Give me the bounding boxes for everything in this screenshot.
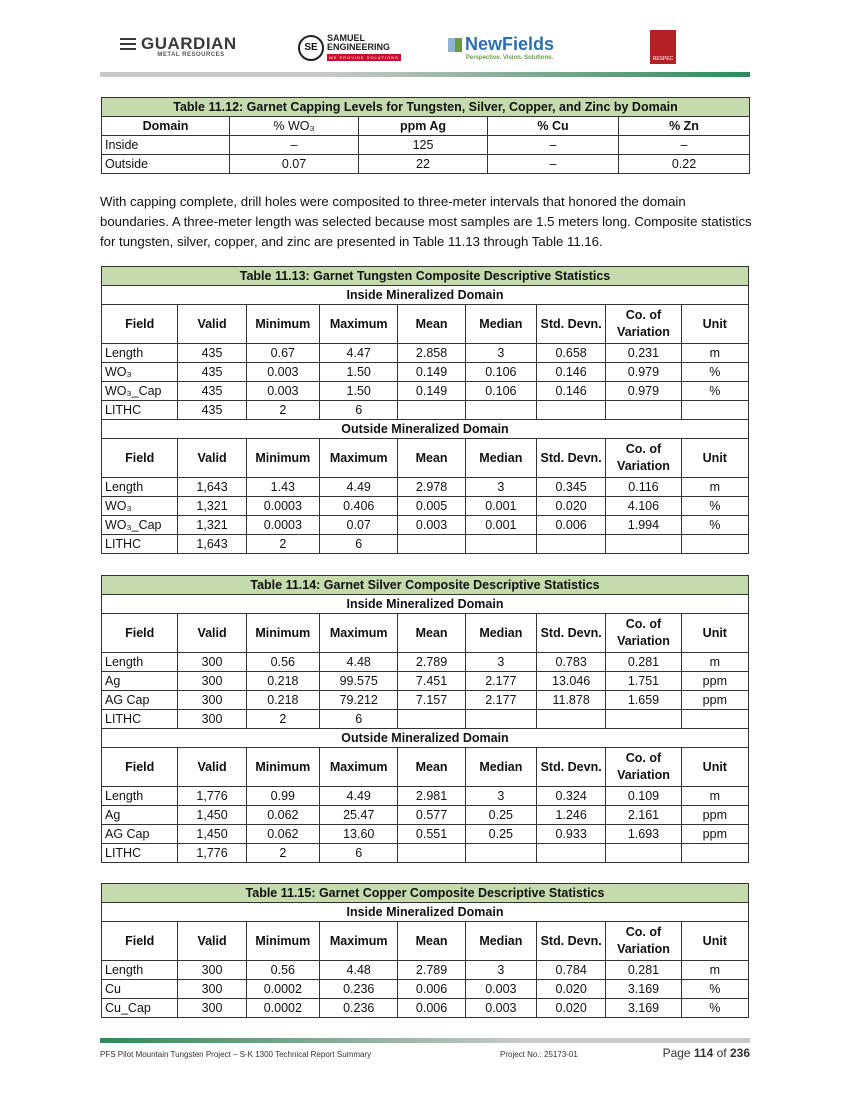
table-cell: 1.50 xyxy=(320,363,398,382)
table-cell: 0.106 xyxy=(465,382,536,401)
table-cell: 0.658 xyxy=(536,344,605,363)
table-row xyxy=(102,825,749,844)
table-cell: 0.218 xyxy=(246,691,319,710)
table-cell: 2 xyxy=(246,844,319,863)
table-cell: 300 xyxy=(178,710,246,729)
column-header: Valid xyxy=(178,922,246,961)
table-cell: 13.60 xyxy=(320,825,398,844)
table-cell: 0.106 xyxy=(465,363,536,382)
table-cell: 11.878 xyxy=(537,691,606,710)
respec-logo: RESPEC xyxy=(650,30,676,64)
table-cell: 300 xyxy=(178,961,246,980)
table-row xyxy=(102,401,749,420)
table-row xyxy=(102,155,750,174)
table-cell xyxy=(536,535,605,554)
guardian-name: GUARDIAN xyxy=(141,34,237,53)
table-cell: AG Cap xyxy=(102,691,178,710)
table-cell: 0.406 xyxy=(320,497,398,516)
table-cell: Outside xyxy=(102,155,230,174)
table-cell: 1,776 xyxy=(178,844,246,863)
table-cell: Length xyxy=(102,653,178,672)
table-row xyxy=(102,961,749,980)
table-cell: m xyxy=(681,653,748,672)
table-cell: WO₃ xyxy=(102,363,178,382)
table-row xyxy=(102,806,749,825)
samuel-line1: SAMUEL xyxy=(327,33,365,43)
column-header: Valid xyxy=(178,748,246,787)
column-header: Unit xyxy=(681,614,748,653)
column-header: Std. Devn. xyxy=(536,439,605,478)
table-cell: 2 xyxy=(246,710,319,729)
column-header: Field xyxy=(102,439,178,478)
column-header: Mean xyxy=(398,614,465,653)
table-cell: Inside xyxy=(102,136,230,155)
column-header: Maximum xyxy=(320,305,398,344)
column-header: Co. of Variation xyxy=(606,922,681,961)
column-header: Unit xyxy=(681,748,748,787)
table-cell: 3 xyxy=(465,478,536,497)
table-cell xyxy=(465,535,536,554)
table-cell: 2.161 xyxy=(606,806,681,825)
column-header: % Cu xyxy=(488,117,619,136)
table-cell: 4.48 xyxy=(320,961,398,980)
table-cell xyxy=(398,401,465,420)
column-header: Std. Devn. xyxy=(536,305,605,344)
table-cell: 0.149 xyxy=(398,363,465,382)
column-header: Co. of Variation xyxy=(606,305,681,344)
table-cell: % xyxy=(681,497,748,516)
table-cell: 6 xyxy=(320,844,398,863)
table-row xyxy=(102,672,749,691)
table-cell: 1.994 xyxy=(606,516,681,535)
table-cell: 0.67 xyxy=(246,344,319,363)
header-row xyxy=(102,614,749,653)
table-cell: 0.25 xyxy=(465,825,536,844)
table-row xyxy=(102,844,749,863)
column-header: Mean xyxy=(398,305,465,344)
domain-subheader: Outside Mineralized Domain xyxy=(102,420,749,439)
table-cell: 0.146 xyxy=(536,382,605,401)
column-header: Maximum xyxy=(320,748,398,787)
samuel-engineering-logo xyxy=(298,34,401,61)
table-cell: 3 xyxy=(465,787,536,806)
table-cell: 435 xyxy=(178,363,246,382)
table-cell: 1,321 xyxy=(178,497,246,516)
domain-subheader: Inside Mineralized Domain xyxy=(102,595,749,614)
table-cell: 99.575 xyxy=(320,672,398,691)
table-cell: 0.109 xyxy=(606,787,681,806)
table-row xyxy=(102,497,749,516)
table-cell: 3 xyxy=(465,961,536,980)
table-cell: Length xyxy=(102,961,178,980)
samuel-line2: ENGINEERING xyxy=(327,42,391,52)
table-11-15 xyxy=(101,883,749,1018)
column-header: Minimum xyxy=(246,305,319,344)
table-cell: 1,450 xyxy=(178,825,246,844)
column-header: Valid xyxy=(178,305,246,344)
column-header: Median xyxy=(465,614,536,653)
table-cell: 2 xyxy=(246,535,319,554)
table-cell: 6 xyxy=(320,535,398,554)
table-cell: 0.146 xyxy=(536,363,605,382)
table-cell: 13.046 xyxy=(537,672,606,691)
column-header: Unit xyxy=(681,922,748,961)
table-cell: – xyxy=(230,136,359,155)
table-cell xyxy=(606,535,681,554)
column-header: Median xyxy=(465,439,536,478)
column-header: Unit xyxy=(681,305,748,344)
table-11-13 xyxy=(101,266,749,554)
table-cell: % xyxy=(681,382,748,401)
table-cell: 300 xyxy=(178,691,246,710)
table-cell: 3 xyxy=(465,344,536,363)
table-cell: 6 xyxy=(320,710,398,729)
column-header: % Zn xyxy=(619,117,750,136)
page-prefix: Page xyxy=(662,1046,694,1060)
column-header: Median xyxy=(465,305,536,344)
table-cell: Cu_Cap xyxy=(102,999,178,1018)
table-cell: LITHC xyxy=(102,401,178,420)
table-cell xyxy=(537,844,606,863)
table-cell xyxy=(681,535,748,554)
column-header: Minimum xyxy=(246,439,319,478)
table-cell: Length xyxy=(102,478,178,497)
column-header: Maximum xyxy=(320,922,398,961)
table-cell: AG Cap xyxy=(102,825,178,844)
table-cell: 1,643 xyxy=(178,478,246,497)
table-cell: 0.020 xyxy=(536,497,605,516)
table-cell: 2.789 xyxy=(398,653,465,672)
table-cell: 300 xyxy=(178,999,246,1018)
page-header xyxy=(100,30,750,75)
table-row xyxy=(102,691,749,710)
table-cell xyxy=(606,710,681,729)
table-cell: 0.062 xyxy=(246,825,319,844)
column-header: Minimum xyxy=(246,748,319,787)
table-cell: 0.218 xyxy=(246,672,319,691)
table-row xyxy=(102,980,749,999)
table-cell: Ag xyxy=(102,672,178,691)
table-cell: LITHC xyxy=(102,710,178,729)
page-current: 114 xyxy=(693,1046,714,1060)
table-cell: 435 xyxy=(178,382,246,401)
table-cell: 0.281 xyxy=(606,961,681,980)
column-header: Std. Devn. xyxy=(537,748,606,787)
header-rule xyxy=(100,72,750,77)
header-row xyxy=(102,922,749,961)
table-cell: 0.577 xyxy=(398,806,465,825)
table-cell: 6 xyxy=(320,401,398,420)
column-header: Median xyxy=(465,748,536,787)
table-cell: 435 xyxy=(178,401,246,420)
table-cell: 0.0003 xyxy=(246,516,319,535)
table-cell: m xyxy=(681,787,748,806)
table-cell: 1,450 xyxy=(178,806,246,825)
newfields-tagline: Perspective. Vision. Solutions. xyxy=(465,55,554,61)
column-header: Maximum xyxy=(320,439,398,478)
table-cell: 1,776 xyxy=(178,787,246,806)
table-row xyxy=(102,516,749,535)
table-cell: m xyxy=(681,344,748,363)
table-cell: m xyxy=(681,961,748,980)
table-cell: 4.49 xyxy=(320,478,398,497)
table-row xyxy=(102,478,749,497)
table-11-14 xyxy=(101,575,749,863)
table-cell: 1.50 xyxy=(320,382,398,401)
table-cell: 3 xyxy=(465,653,536,672)
table-row xyxy=(102,710,749,729)
table-cell xyxy=(681,710,748,729)
column-header: Std. Devn. xyxy=(537,614,606,653)
table-cell: 0.003 xyxy=(465,980,536,999)
column-header: Mean xyxy=(398,922,465,961)
table-cell: 0.979 xyxy=(606,363,681,382)
table-cell: 0.116 xyxy=(606,478,681,497)
domain-subheader: Inside Mineralized Domain xyxy=(102,903,749,922)
samuel-tagline: WE PROVIDE SOLUTIONS xyxy=(329,55,399,60)
table-cell: 0.003 xyxy=(246,382,319,401)
table-cell xyxy=(606,401,681,420)
column-header: Maximum xyxy=(320,614,398,653)
newfields-square-icon xyxy=(448,38,462,52)
column-header: Field xyxy=(102,748,178,787)
table-cell: 0.006 xyxy=(398,999,465,1018)
page-of: of xyxy=(713,1046,730,1060)
table-row xyxy=(102,535,749,554)
table-cell: ppm xyxy=(681,691,748,710)
table-cell: ppm xyxy=(681,672,748,691)
table-cell xyxy=(398,535,465,554)
table-cell: 1.659 xyxy=(606,691,681,710)
table-cell: 0.783 xyxy=(537,653,606,672)
table-row xyxy=(102,363,749,382)
page-number xyxy=(663,1046,750,1060)
table-cell: 0.149 xyxy=(398,382,465,401)
column-header: Co. of Variation xyxy=(606,748,681,787)
body-paragraph: With capping complete, drill holes were composited to three-meter intervals that honored the domain boundaries. A three-meter length was selected because most samples are 1.5 meters long. Composite statistics for tungsten, silver, copper, and zinc are presented in Table 11.13 through Table 11.16. xyxy=(100,194,752,249)
column-header: Unit xyxy=(681,439,748,478)
table-cell: 0.005 xyxy=(398,497,465,516)
table-cell: % xyxy=(681,999,748,1018)
column-header: Mean xyxy=(398,748,465,787)
table-cell: 0.001 xyxy=(465,516,536,535)
header-row xyxy=(102,305,749,344)
table-cell: % xyxy=(681,363,748,382)
table-cell: 0.56 xyxy=(246,653,319,672)
table-cell: 3.169 xyxy=(606,980,681,999)
table-cell: 0.99 xyxy=(246,787,319,806)
table-cell: 0.551 xyxy=(398,825,465,844)
footer-report-title: PFS Pilot Mountain Tungsten Project – S-K 1300 Technical Report Summary xyxy=(100,1050,372,1059)
table-cell: 1,321 xyxy=(178,516,246,535)
table-cell: 0.062 xyxy=(246,806,319,825)
column-header: Field xyxy=(102,922,178,961)
table-caption: Table 11.14: Garnet Silver Composite Descriptive Statistics xyxy=(102,576,749,595)
table-cell: 4.49 xyxy=(320,787,398,806)
column-header: Co. of Variation xyxy=(606,614,681,653)
table-cell: 1.43 xyxy=(246,478,319,497)
table-cell: 0.003 xyxy=(398,516,465,535)
table-cell: 2.981 xyxy=(398,787,465,806)
column-header: Field xyxy=(102,305,178,344)
table-cell: 0.281 xyxy=(606,653,681,672)
domain-subheader: Inside Mineralized Domain xyxy=(102,286,749,305)
table-cell xyxy=(465,401,536,420)
table-row xyxy=(102,382,749,401)
table-cell xyxy=(681,844,748,863)
table-cell: 0.25 xyxy=(465,806,536,825)
table-cell: 2.858 xyxy=(398,344,465,363)
table-cell: – xyxy=(488,155,619,174)
table-row xyxy=(102,344,749,363)
table-cell: 300 xyxy=(178,653,246,672)
table-cell: 1.693 xyxy=(606,825,681,844)
table-cell xyxy=(465,844,536,863)
column-header: Valid xyxy=(178,439,246,478)
footer-rule xyxy=(100,1038,750,1043)
table-cell: 0.020 xyxy=(537,999,606,1018)
samuel-badge-icon: SE xyxy=(298,35,324,61)
table-cell: 0.784 xyxy=(537,961,606,980)
table-cell: 2.789 xyxy=(398,961,465,980)
table-row xyxy=(102,136,750,155)
table-cell: LITHC xyxy=(102,844,178,863)
table-cell: 2 xyxy=(246,401,319,420)
table-cell: 2.177 xyxy=(465,691,536,710)
table-cell: 1.246 xyxy=(537,806,606,825)
table-cell: 0.236 xyxy=(320,999,398,1018)
table-cell xyxy=(537,710,606,729)
table-cell: WO₃_Cap xyxy=(102,382,178,401)
column-header: Median xyxy=(465,922,536,961)
domain-subheader: Outside Mineralized Domain xyxy=(102,729,749,748)
table-cell: 2.978 xyxy=(398,478,465,497)
table-cell: LITHC xyxy=(102,535,178,554)
table-cell xyxy=(465,710,536,729)
table-cell xyxy=(398,844,465,863)
column-header: Co. of Variation xyxy=(606,439,681,478)
table-11-12 xyxy=(101,97,750,174)
table-cell: 0.231 xyxy=(606,344,681,363)
page-total: 236 xyxy=(729,1046,750,1060)
table-cell: 0.324 xyxy=(537,787,606,806)
table-cell: ppm xyxy=(681,825,748,844)
guardian-bars-icon xyxy=(120,38,136,50)
table-cell xyxy=(398,710,465,729)
table-cell: 0.56 xyxy=(246,961,319,980)
table-cell: 0.07 xyxy=(320,516,398,535)
newfields-logo xyxy=(448,34,554,61)
table-cell: 25.47 xyxy=(320,806,398,825)
table-cell: 0.07 xyxy=(230,155,359,174)
table-cell: 0.0003 xyxy=(246,497,319,516)
column-header: ppm Ag xyxy=(359,117,488,136)
table-cell: 0.003 xyxy=(246,363,319,382)
column-header: % WO₃ xyxy=(230,117,359,136)
table-cell: 7.157 xyxy=(398,691,465,710)
table-cell: 0.0002 xyxy=(246,999,319,1018)
table-caption: Table 11.15: Garnet Copper Composite Descriptive Statistics xyxy=(102,884,749,903)
table-cell: WO₃ xyxy=(102,497,178,516)
table-cell: 0.001 xyxy=(465,497,536,516)
table-cell: 0.006 xyxy=(536,516,605,535)
table-cell: 0.0002 xyxy=(246,980,319,999)
column-header: Minimum xyxy=(246,614,319,653)
table-row xyxy=(102,787,749,806)
table-cell: – xyxy=(619,136,750,155)
column-header: Valid xyxy=(178,614,246,653)
table-cell: 7.451 xyxy=(398,672,465,691)
table-cell xyxy=(681,401,748,420)
column-header: Domain xyxy=(102,117,230,136)
table-row xyxy=(102,999,749,1018)
column-header: Minimum xyxy=(246,922,319,961)
newfields-name: NewFields xyxy=(465,34,555,54)
table-cell: % xyxy=(681,980,748,999)
table-cell: m xyxy=(681,478,748,497)
table-cell: 1,643 xyxy=(178,535,246,554)
table-cell: 0.933 xyxy=(537,825,606,844)
table-cell: % xyxy=(681,516,748,535)
table-cell: 300 xyxy=(178,980,246,999)
column-header: Std. Devn. xyxy=(537,922,606,961)
column-header: Field xyxy=(102,614,178,653)
table-cell: ppm xyxy=(681,806,748,825)
header-row xyxy=(102,439,749,478)
header-row xyxy=(102,748,749,787)
table-caption: Table 11.12: Garnet Capping Levels for Tungsten, Silver, Copper, and Zinc by Domain xyxy=(102,98,750,117)
table-row xyxy=(102,653,749,672)
table-cell: 3.169 xyxy=(606,999,681,1018)
table-cell: 0.345 xyxy=(536,478,605,497)
footer-project-number: Project No.: 25173-01 xyxy=(500,1050,578,1059)
column-header: Mean xyxy=(398,439,465,478)
table-cell: 79.212 xyxy=(320,691,398,710)
table-cell xyxy=(536,401,605,420)
table-cell: Ag xyxy=(102,806,178,825)
table-cell xyxy=(606,844,681,863)
table-cell: – xyxy=(488,136,619,155)
guardian-logo xyxy=(120,34,240,58)
guardian-subtitle: METAL RESOURCES xyxy=(157,52,225,58)
table-cell: 125 xyxy=(359,136,488,155)
table-cell: Length xyxy=(102,787,178,806)
table-cell: Length xyxy=(102,344,178,363)
table-cell: 0.236 xyxy=(320,980,398,999)
table-cell: Cu xyxy=(102,980,178,999)
table-cell: 1.751 xyxy=(606,672,681,691)
table-caption: Table 11.13: Garnet Tungsten Composite Descriptive Statistics xyxy=(102,267,749,286)
table-cell: 22 xyxy=(359,155,488,174)
table-cell: 2.177 xyxy=(465,672,536,691)
table-cell: 0.003 xyxy=(465,999,536,1018)
table-cell: 0.22 xyxy=(619,155,750,174)
table-cell: 4.47 xyxy=(320,344,398,363)
table-cell: 300 xyxy=(178,672,246,691)
table-cell: 0.020 xyxy=(537,980,606,999)
table-cell: 0.006 xyxy=(398,980,465,999)
table-cell: WO₃_Cap xyxy=(102,516,178,535)
table-cell: 435 xyxy=(178,344,246,363)
table-cell: 4.48 xyxy=(320,653,398,672)
table-cell: 0.979 xyxy=(606,382,681,401)
table-cell: 4.106 xyxy=(606,497,681,516)
